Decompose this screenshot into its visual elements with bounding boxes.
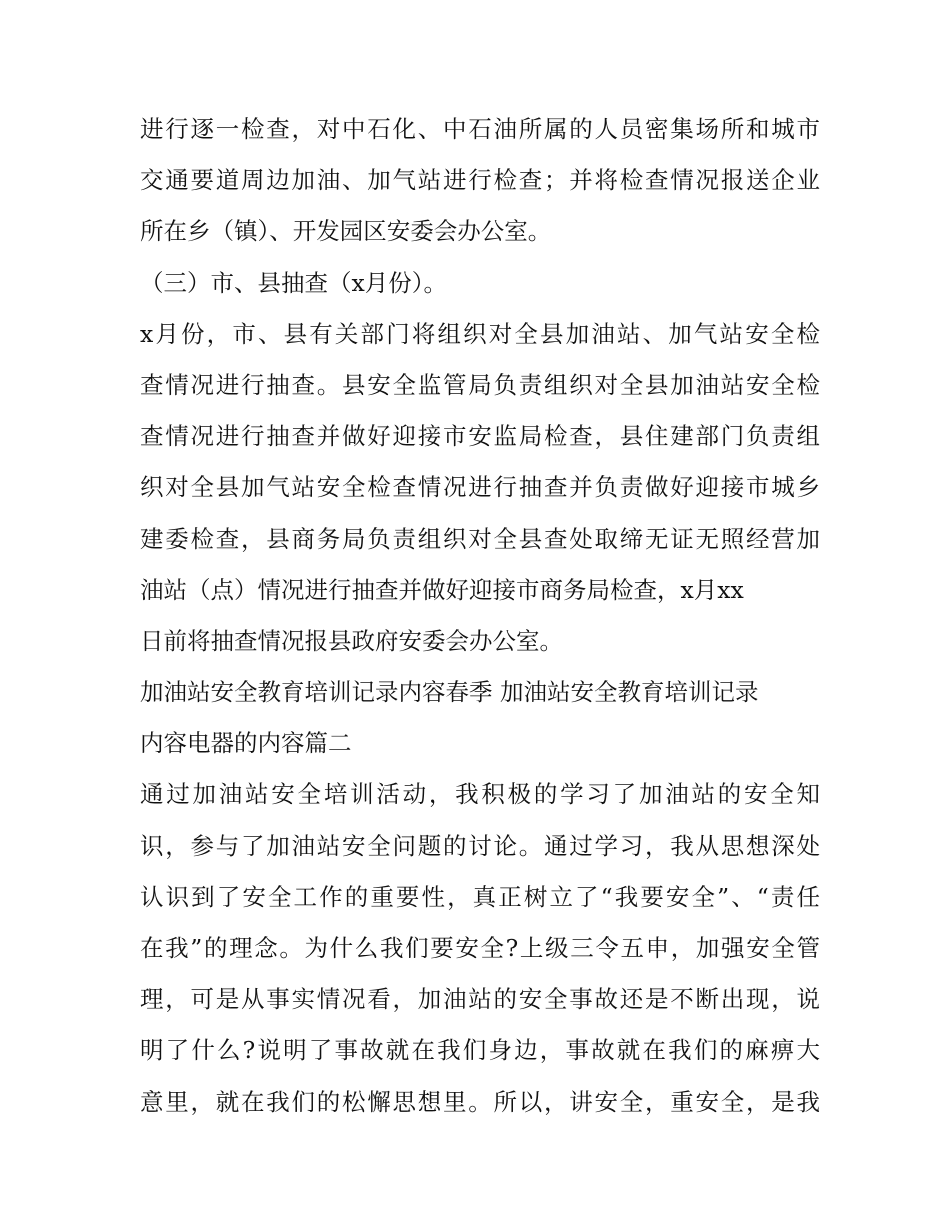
text-line: 意里，就在我们的松懈思想里。所以，讲安全，重安全，是我 [140, 1087, 820, 1116]
text-line: 进行逐一检查，对中石化、中石油所属的人员密集场所和城市 [140, 115, 820, 143]
text-line: 在我”的理念。为什么我们要安全?上级三令五申，加强安全管 [140, 934, 820, 962]
text-line: 明了什么?说明了事故就在我们身边，事故就在我们的麻痹大 [140, 1036, 820, 1065]
text-line: 日前将抽查情况报县政府安委会办公室。 [140, 626, 563, 655]
text-line: 查情况进行抽查。县安全监管局负责组织对全县加油站安全检 [140, 370, 820, 399]
text-line: （三）市、县抽查（x月份）。 [140, 268, 448, 297]
text-line: 通过加油站安全培训活动，我积极的学习了加油站的安全知 [140, 780, 820, 809]
text-line: 油站（点）情况进行抽查并做好迎接市商务局检查，x月xx [140, 575, 744, 604]
text-line: 内容电器的内容篇二 [140, 729, 352, 758]
text-line: 交通要道周边加油、加气站进行检查；并将检查情况报送企业 [140, 166, 820, 195]
text-line: 识，参与了加油站安全问题的讨论。通过学习，我从思想深处 [140, 831, 820, 860]
text-line: 查情况进行抽查并做好迎接市安监局检查，县住建部门负责组 [140, 422, 820, 451]
text-line: 加油站安全教育培训记录内容春季 加油站安全教育培训记录 [140, 678, 759, 707]
text-line: 认识到了安全工作的重要性，真正树立了“我要安全”、“责任 [140, 882, 820, 911]
text-line: 所在乡（镇）、开发园区安委会办公室。 [140, 217, 552, 246]
text-line: 建委检查，县商务局负责组织对全县查处取缔无证无照经营加 [140, 524, 820, 553]
text-line: x月份，市、县有关部门将组织对全县加油站、加气站安全检 [140, 319, 820, 348]
text-line: 织对全县加气站安全检查情况进行抽查并负责做好迎接市城乡 [140, 473, 820, 502]
text-line: 理，可是从事实情况看，加油站的安全事故还是不断出现，说 [140, 985, 820, 1014]
body-text [140, 104, 820, 1128]
